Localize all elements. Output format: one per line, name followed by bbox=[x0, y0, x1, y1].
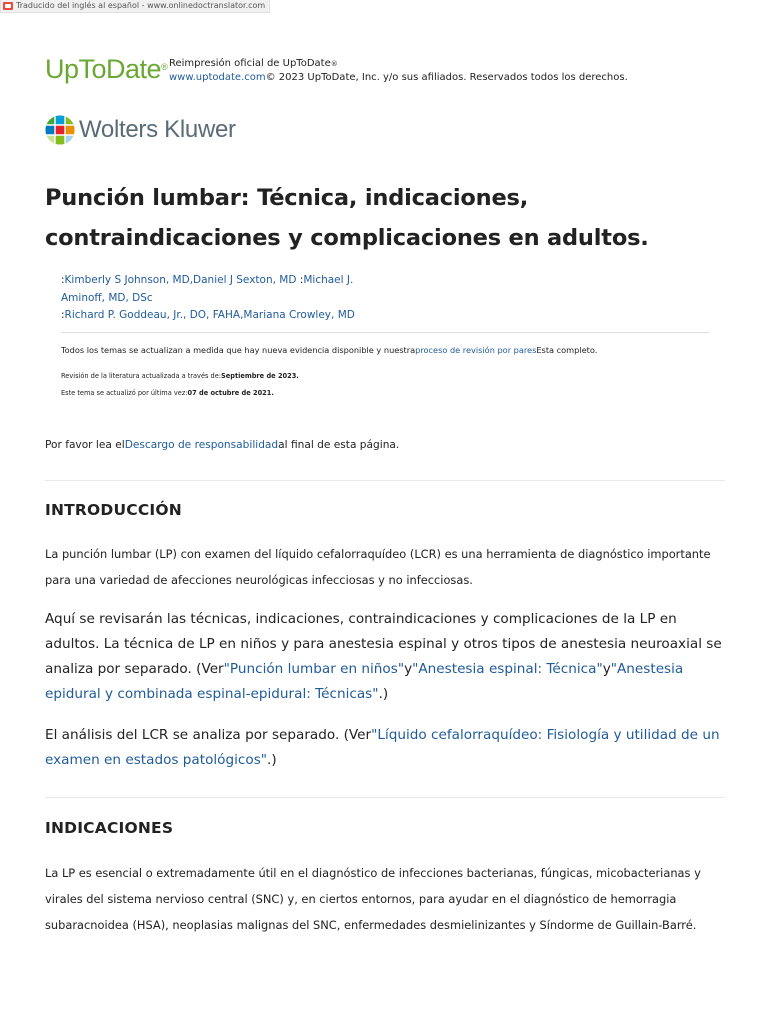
disclaimer-link[interactable]: Descargo de responsabilidad bbox=[124, 439, 279, 451]
disclaimer-post: al final de esta página. bbox=[278, 439, 400, 451]
uptodate-logo-text: UpToDate bbox=[45, 54, 162, 84]
uptodate-logo-registered-mark: ® bbox=[161, 62, 168, 72]
translator-banner-text: Traducido del inglés al español - www.onlinedoctranslator.com bbox=[16, 1, 266, 10]
literature-review-value: Septiembre de 2023. bbox=[221, 372, 299, 380]
intro-divider bbox=[45, 480, 725, 481]
author-separator: : bbox=[296, 274, 304, 286]
copyright-text: © 2023 UpToDate, Inc. y/o sus afiliados. Reservados todos los derechos. bbox=[265, 72, 628, 83]
peer-review-note bbox=[61, 344, 597, 356]
author-link-johnson[interactable]: Kimberly S Johnson, MD, bbox=[64, 274, 194, 286]
intro-paragraph-2 bbox=[45, 607, 725, 707]
peer-review-note-pre: Todos los temas se actualizan a medida que hay nueva evidencia disponible y nuestra bbox=[61, 345, 416, 355]
author-line-3 bbox=[61, 307, 381, 325]
intro-p2-and-1: y bbox=[404, 661, 413, 677]
literature-review-label: Revisión de la literatura actualizada a través de: bbox=[61, 372, 222, 380]
intro-paragraph-3 bbox=[45, 723, 725, 773]
author-link-sexton[interactable]: Daniel J Sexton, MD bbox=[193, 274, 297, 286]
wolters-kluwer-logo bbox=[45, 113, 236, 147]
intro-heading: INTRODUCCIÓN bbox=[45, 501, 182, 519]
author-line-1 bbox=[61, 272, 381, 290]
author-list bbox=[61, 272, 381, 325]
article-title bbox=[45, 178, 725, 258]
intro-p2-end: .) bbox=[378, 686, 389, 702]
intro-p2-text: Aquí se revisarán las técnicas, indicaciones, contraindicaciones y complicaciones de la LP en adultos. La técnica de LP en niños y para anestesia espinal y otros tipos de anestesia neuroaxial se analiza por separado. (Ver bbox=[45, 611, 722, 677]
reprint-title bbox=[169, 57, 628, 71]
author-link-crowley[interactable]: Mariana Crowley, MD bbox=[243, 309, 355, 321]
peer-review-link[interactable]: proceso de revisión por pares bbox=[415, 345, 537, 355]
translator-banner[interactable] bbox=[0, 0, 270, 13]
authors-divider bbox=[61, 332, 709, 333]
wolters-kluwer-logo-icon bbox=[45, 115, 75, 145]
link-lp-children[interactable]: "Punción lumbar en niños" bbox=[223, 661, 405, 677]
disclaimer-notice bbox=[45, 437, 399, 453]
indications-heading: INDICACIONES bbox=[45, 819, 174, 837]
last-updated-value: 07 de octubre de 2021. bbox=[187, 389, 274, 397]
translator-icon bbox=[3, 2, 13, 10]
link-csf-physiology[interactable]: "Líquido cefalorraquídeo: Fisiología y utilidad de un examen en estados patológicos" bbox=[45, 727, 720, 768]
link-spinal-anesthesia[interactable]: "Anestesia espinal: Técnica" bbox=[412, 661, 603, 677]
literature-review-date bbox=[61, 371, 299, 381]
wolters-kluwer-wordmark: Wolters Kluwer bbox=[79, 116, 236, 143]
indications-paragraph-1: La LP es esencial o extremadamente útil en el diagnóstico de infecciones bacterianas, fúngicas, micobacterianas y virales del sistema nervioso central (SNC) y, en ciertos entornos, para ayudar en el diagnóstico de hemorragia subaracnoidea (HSA), neoplasias malignas del SNC, enfermedades desmielinizantes y Síndorme de Guillain-Barré. bbox=[45, 866, 701, 932]
reprint-title-text: Reimpresión oficial de UpToDate bbox=[169, 58, 331, 69]
author-link-aminoff[interactable]: Michael J. bbox=[303, 274, 354, 286]
uptodate-logo bbox=[45, 52, 167, 86]
disclaimer-pre: Por favor lea el bbox=[45, 439, 125, 451]
last-updated-label: Este tema se actualizó por última vez: bbox=[61, 389, 188, 397]
reprint-copyright-line bbox=[169, 71, 628, 85]
intro-paragraph-1: La punción lumbar (LP) con examen del líquido cefalorraquídeo (LCR) es una herramienta de diagnóstico importante para una variedad de afecciones neurológicas infecciosas y no infecciosas. bbox=[45, 547, 711, 587]
reprint-registered-mark: ® bbox=[330, 60, 338, 68]
last-updated-date bbox=[61, 388, 274, 398]
intro-p3-end: .) bbox=[267, 752, 277, 768]
link-epidural-anesthesia[interactable]: "Anestesia epidural y combinada espinal-epidural: Técnicas" bbox=[45, 661, 684, 702]
author-prefix: : bbox=[61, 274, 65, 286]
intro-p3-text: El análisis del LCR se analiza por separado. (Ver bbox=[45, 727, 372, 743]
article-title-line-1: Punción lumbar: Técnica, indicaciones, bbox=[45, 185, 529, 211]
uptodate-site-link[interactable]: www.uptodate.com bbox=[169, 72, 266, 83]
author-line-2 bbox=[61, 290, 381, 308]
indications-divider bbox=[45, 797, 725, 798]
author-link-goddeau[interactable]: Richard P. Goddeau, Jr., DO, FAHA, bbox=[64, 309, 244, 321]
article-title-line-2: contraindicaciones y complicaciones en adultos. bbox=[45, 225, 649, 251]
author-link-aminoff-cont[interactable]: Aminoff, MD, DSc bbox=[61, 291, 153, 304]
intro-p2-and-2: y bbox=[602, 661, 611, 677]
reprint-header bbox=[45, 52, 725, 88]
author-prefix-2: : bbox=[61, 309, 65, 321]
reprint-info bbox=[169, 57, 628, 85]
peer-review-note-post: Esta completo. bbox=[536, 345, 598, 355]
